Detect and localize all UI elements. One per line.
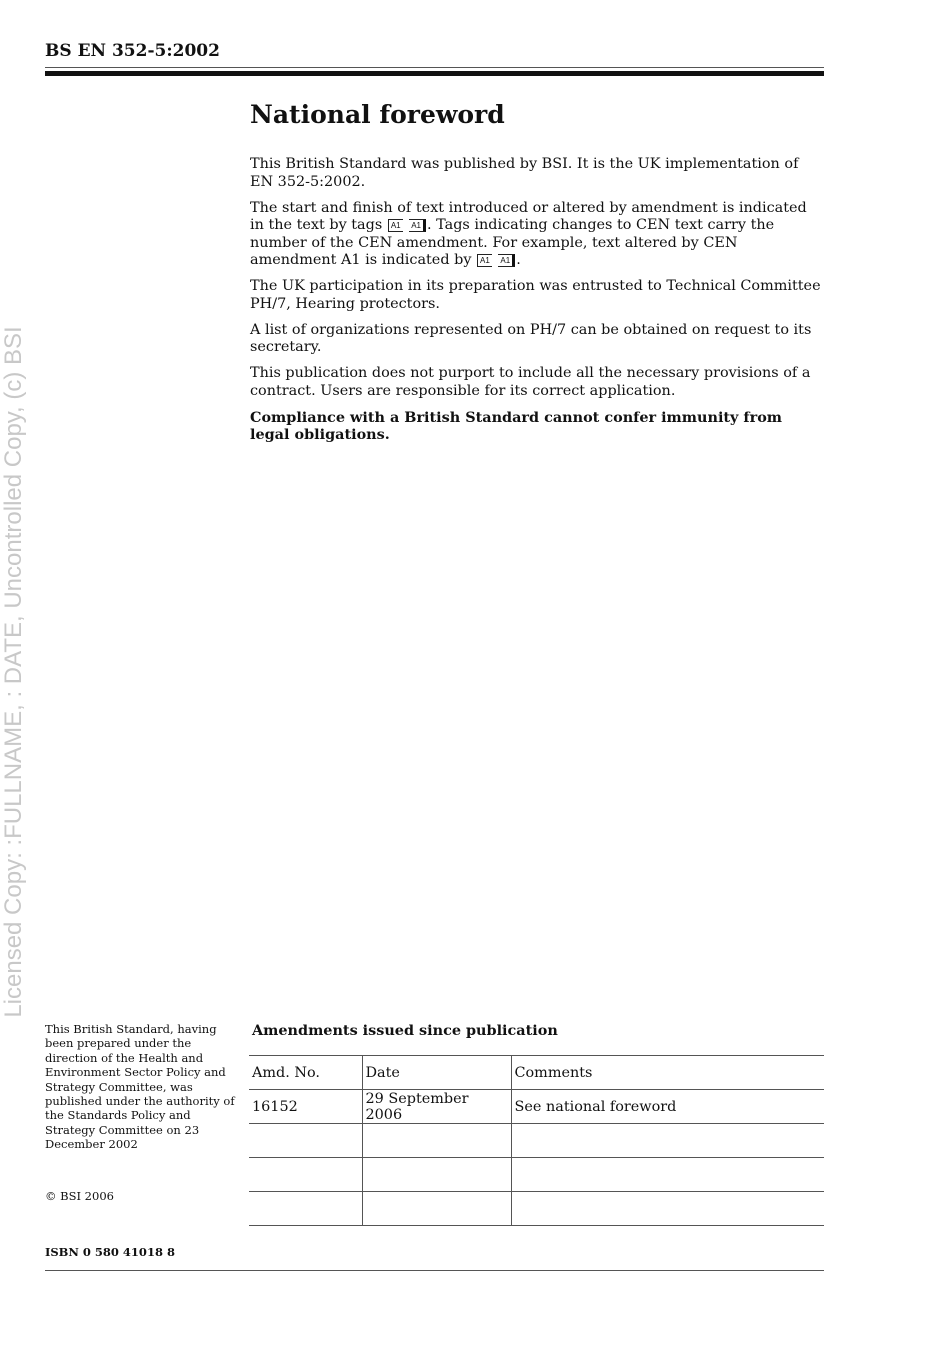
footer-rule [45, 1270, 824, 1271]
amendment-end-tag-icon: A1 [498, 254, 515, 267]
amendment-end-tag-icon: A1 [409, 219, 426, 232]
table-cell: See national foreword [511, 1090, 824, 1124]
paragraph-committee: The UK participation in its preparation was entrusted to Technical Committee PH/7, Hearing protectors. [250, 278, 821, 312]
table-cell [362, 1192, 511, 1226]
table-header-row [249, 1056, 824, 1090]
amendment-start-tag-icon: A1 [477, 254, 492, 267]
table-cell [362, 1158, 511, 1192]
license-watermark: Licensed Copy: :FULLNAME, : DATE, Uncontrolled Copy, (c) BSI [0, 326, 27, 1018]
table-cell [249, 1158, 362, 1192]
table-row [249, 1124, 824, 1158]
table-cell [249, 1192, 362, 1226]
paragraph-disclaimer: This publication does not purport to include all the necessary provisions of a contract. Users are responsible for its correct application. [250, 365, 811, 399]
paragraph-publication: This British Standard was published by BSI. It is the UK implementation of EN 352-5:2002. [250, 156, 799, 190]
paragraph-amendment-tags [250, 200, 825, 270]
table-row [249, 1158, 824, 1192]
paragraph-compliance: Compliance with a British Standard cannot confer immunity from legal obligations. [250, 408, 783, 443]
amendment-start-tag-icon: A1 [388, 219, 403, 232]
page-title: National foreword [250, 100, 505, 129]
column-header: Date [362, 1056, 511, 1090]
table-cell [362, 1124, 511, 1158]
amendments-table [249, 1055, 824, 1226]
column-header: Comments [511, 1056, 824, 1090]
isbn: ISBN 0 580 41018 8 [45, 1245, 175, 1259]
table-row [249, 1090, 824, 1124]
table-cell [249, 1124, 362, 1158]
paragraph-text: The start and finish of text introduced or altered by amendment is indicated in the text by tags [250, 199, 807, 233]
publication-note: This British Standard, having been prepared under the direction of the Health and Environment Sector Policy and Strategy Committee, was published under the authority of the Standards Policy and Strategy Committee on 23 December 2002 [45, 1022, 235, 1152]
amendments-title: Amendments issued since publication [252, 1022, 558, 1039]
table-cell: 16152 [249, 1090, 362, 1124]
foreword-body [250, 156, 825, 452]
table-row [249, 1192, 824, 1226]
document-id: BS EN 352-5:2002 [45, 41, 220, 61]
table-cell [511, 1192, 824, 1226]
column-header: Amd. No. [249, 1056, 362, 1090]
paragraph-text: . [516, 252, 521, 268]
table-cell [511, 1158, 824, 1192]
table-cell [511, 1124, 824, 1158]
paragraph-text: . Tags indicating changes to CEN text carry the number of the CEN amendment. For example, text altered by CEN amendment A1 is indicated by [250, 217, 775, 268]
copyright-notice: © BSI 2006 [45, 1189, 114, 1203]
header-rule-thick [45, 71, 824, 76]
header-rule-thin [45, 67, 824, 68]
table-cell: 29 September 2006 [362, 1090, 511, 1124]
paragraph-organizations: A list of organizations represented on PH/7 can be obtained on request to its secretary. [250, 321, 812, 355]
